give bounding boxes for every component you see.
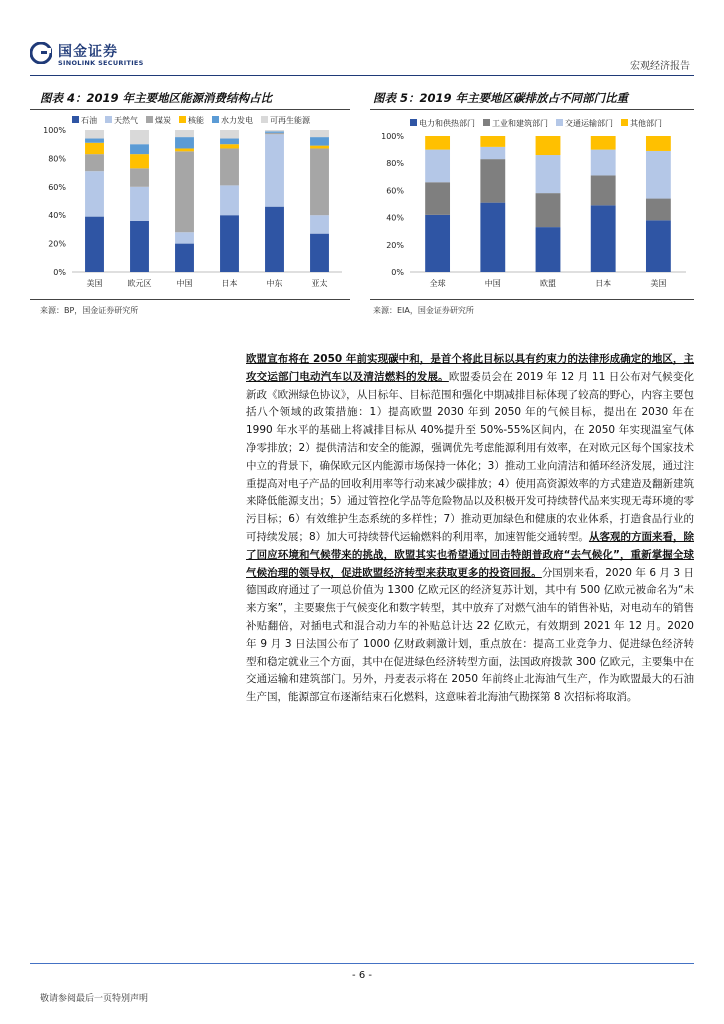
figure4-legend-swatch: [146, 116, 153, 123]
figure5-bar-segment: [646, 136, 671, 151]
footer-disclaimer: 敬请参阅最后一页特别声明: [40, 994, 149, 1004]
figure5-source: 来源：EIA，国金证券研究所: [373, 306, 474, 315]
figure5-y-tick-label: 0%: [391, 268, 404, 277]
figure5-bar-segment: [480, 147, 505, 159]
figure5-x-tick-label: 日本: [595, 279, 612, 288]
figure4-bar-segment: [220, 185, 239, 215]
figure4-bar-segment: [265, 134, 284, 206]
figure4-legend-swatch: [72, 116, 79, 123]
figure4-title-rule: [30, 109, 350, 110]
figure5-bar-segment: [591, 205, 616, 272]
page-number: - 6 -: [352, 970, 372, 981]
figure4-legend-swatch: [105, 116, 112, 123]
figure4-bar-segment: [220, 144, 239, 148]
figure5-legend-swatch: [621, 119, 628, 126]
figure5-legend-label: 其他部门: [630, 119, 662, 128]
figure4-y-tick-label: 20%: [48, 239, 66, 249]
figure5-legend-label: 交通运输部门: [565, 119, 613, 128]
figure5-x-tick-label: 中国: [484, 279, 501, 288]
header-divider: [30, 75, 694, 76]
figure4-y-tick-label: 100%: [43, 126, 66, 135]
figure4-bar-segment: [310, 130, 329, 137]
figure5-legend-swatch: [483, 119, 490, 126]
figure4-bar-segment: [310, 234, 329, 272]
figure4-legend-swatch: [179, 116, 186, 123]
figure4-bar-segment: [310, 215, 329, 233]
figure5-y-tick-label: 60%: [386, 186, 404, 196]
figure4-bar-segment: [310, 146, 329, 149]
figure4-bottom-rule: [30, 299, 350, 300]
figure4-legend-label: 天然气: [114, 116, 138, 125]
figure5-y-tick-label: 40%: [386, 213, 404, 223]
figure5-title-rule: [370, 109, 694, 110]
figure5-bar-segment: [591, 150, 616, 176]
figure4-y-tick-label: 60%: [48, 182, 66, 192]
figure5-bar-segment: [646, 220, 671, 272]
figure4-legend-label: 石油: [81, 116, 97, 125]
body-paragraph: [246, 351, 694, 707]
figure4-legend-label: 可再生能源: [270, 116, 310, 125]
logo-icon: [30, 42, 52, 64]
figure5-bar-segment: [536, 227, 561, 272]
figure5-bar-segment: [425, 136, 450, 150]
figure4-bar-segment: [85, 217, 104, 272]
figure4-x-tick-label: 美国: [86, 279, 103, 288]
figure5-chart: [370, 112, 694, 297]
figure4-x-tick-label: 中东: [266, 279, 283, 288]
figure5-legend-label: 工业和建筑部门: [492, 119, 548, 128]
figure4-bar-segment: [175, 232, 194, 243]
figure5-x-tick-label: 全球: [429, 279, 446, 288]
figure4-bar-segment: [85, 143, 104, 154]
figure4-bar-segment: [265, 133, 284, 134]
figure4-bar-segment: [310, 148, 329, 215]
figure4-bar-segment: [85, 139, 104, 143]
figure4-bar-segment: [220, 139, 239, 145]
figure4-y-tick-label: 80%: [48, 154, 66, 164]
figure5-y-tick-label: 20%: [386, 240, 404, 250]
figure5-legend-label: 电力和供热部门: [419, 119, 475, 128]
figure4-bar-segment: [130, 187, 149, 221]
footer-divider: [30, 963, 694, 964]
figure4-legend-label: 核能: [188, 116, 204, 125]
figure4-bar-segment: [175, 148, 194, 151]
figure4-bar-segment: [130, 221, 149, 272]
figure4-legend-label: 煤炭: [155, 116, 171, 125]
figure4-x-tick-label: 中国: [176, 279, 193, 288]
body-bold-intro: 欧盟宣布将在 2050 年前实现碳中和，是首个将此目标以具有约束力的法律形成确定的地区，主攻交运部门电动汽车以及清洁燃料的发展。: [246, 353, 694, 383]
figure4-bar-segment: [265, 207, 284, 272]
figure4-bar-segment: [85, 154, 104, 171]
figure5-legend-swatch: [410, 119, 417, 126]
figure5-bar-segment: [425, 150, 450, 183]
figure5-x-tick-label: 欧盟: [540, 279, 556, 288]
figure5-bar-segment: [480, 203, 505, 272]
figure4-legend-label: 水力发电: [221, 116, 253, 125]
figure4-bar-segment: [175, 130, 194, 137]
figure5-bar-segment: [536, 155, 561, 193]
figure4-bar-segment: [175, 137, 194, 148]
figure4-bar-segment: [130, 130, 149, 144]
figure4-bar-segment: [220, 215, 239, 272]
logo-text-en: SINOLINK SECURITIES: [58, 59, 144, 67]
figure4-bar-segment: [220, 148, 239, 185]
figure5-bar-segment: [646, 151, 671, 199]
figure4-x-tick-label: 日本: [221, 279, 238, 288]
figure4-x-tick-label: 欧元区: [127, 279, 152, 288]
figure5-y-tick-label: 80%: [386, 159, 404, 169]
figure5-bar-segment: [536, 193, 561, 227]
body-text-1: 欧盟委员会在 2019 年 12 月 11 日公布对气候变化新政《欧洲绿色协议》，从目标年、目标范围和强化中期减排目标体现了较高的野心，内容主要包括八个领域的政策措施：1）提高欧盟 2030 年到 2050 年的气候目标，提出在 2030 年在 1990 年水平的基础上将减排目标从 40%提升至 50%-55%区间内，在 2050 年实现温室气体净零排放；2）提供清洁和安全的能源，强调优先考虑能源利用有效率，在对欧元区每个国家技术中立的背景下，确保欧元区内能源市场保持一体化；3）推动工业向清洁和循环经济发展，通过注重提高对电子产品的回收利用率等行动来减少碳排放；4）使用高资源效率的方式建造及翻新建筑来降低能源支出；5）通过管控化学品等危险物品以及积极开发可持续替代品来实现无毒环境的零污目标；6）有效维护生态系统的多样性；7）推动更加绿色和健康的农业体系，打造食品行业的可持续发展；8）加大可持续替代运输燃料的利用率，加速智能交通转型。: [246, 370, 695, 543]
figure4-bar-segment: [175, 244, 194, 272]
figure5-bar-segment: [425, 182, 450, 215]
figure4-bar-segment: [220, 130, 239, 139]
report-type: 宏观经济报告: [630, 61, 690, 72]
figure4-bar-segment: [130, 168, 149, 186]
figure4-source: 来源：BP，国金证券研究所: [40, 306, 139, 315]
figure5-bar-segment: [536, 136, 561, 155]
figure4-bar-segment: [175, 151, 194, 232]
figure4-bar-segment: [85, 130, 104, 139]
figure5-bar-segment: [480, 136, 505, 147]
figure4-bar-segment: [310, 137, 329, 146]
figure5-bar-segment: [591, 175, 616, 205]
figure4-chart: [30, 112, 350, 297]
body-bold-2: 从客观的方面来看，除了回应环境和气候带来的挑战，欧盟其实也希望通过回击特朗普政府“去气候化”，重新掌握全球气候治理的领导权，促进欧盟经济转型来获取更多的投资回报。: [246, 530, 695, 579]
figure4-bar-segment: [265, 130, 284, 131]
body-text-2: 分国别来看，2020 年 6 月 3 日德国政府通过了一项总价值为 1300 亿欧元区的经济复苏计划，其中有 500 亿欧元被命名为“未来方案”，主要聚焦于气候变化和数字转型，其中放弃了对燃气油车的销售补贴，对电动车的销售补贴翻倍，对插电式和混合动力车的补贴总计达 22 亿欧元，有效期到 2021 年 12 月。2020 年 9 月 3 日法国公布了 1000 亿财政刺激计划，重点放在：提高工业竞争力、促进绿色经济转型和稳定就业三个方面，其中在促进绿色经济转型方面，法国政府拨款 300 亿欧元，主要集中在交通运输和建筑部门。另外，丹麦表示将在 2050 年前终止北海油气生产，作为欧盟最大的石油生产国，能源部宣布逐渐结束石化燃料，这意味着北海油气勘探第 8 次招标将取消。: [246, 566, 694, 704]
figure5-x-tick-label: 美国: [650, 279, 667, 288]
body-text: [246, 351, 694, 707]
figure4-bar-segment: [265, 131, 284, 132]
logo-text-cn: 国金证券: [58, 44, 118, 60]
figure4-title: 图表 4：2019 年主要地区能源消费结构占比: [40, 91, 273, 105]
figure4-legend-swatch: [261, 116, 268, 123]
figure5-bottom-rule: [370, 299, 694, 300]
figure4-x-tick-label: 亚太: [311, 279, 328, 288]
figure5-title: 图表 5：2019 年主要地区碳排放占不同部门比重: [373, 91, 629, 105]
figure5-legend-swatch: [556, 119, 563, 126]
figure4-bar-segment: [130, 154, 149, 168]
figure4-bar-segment: [130, 144, 149, 154]
figure5-bar-segment: [480, 159, 505, 203]
figure4-legend-swatch: [212, 116, 219, 123]
figure5-bar-segment: [425, 215, 450, 272]
figure5-y-tick-label: 100%: [381, 132, 404, 141]
figure4-y-tick-label: 0%: [53, 268, 66, 277]
figure4-y-tick-label: 40%: [48, 211, 66, 221]
figure5-bar-segment: [591, 136, 616, 150]
figure5-bar-segment: [646, 199, 671, 221]
figure4-bar-segment: [85, 171, 104, 216]
